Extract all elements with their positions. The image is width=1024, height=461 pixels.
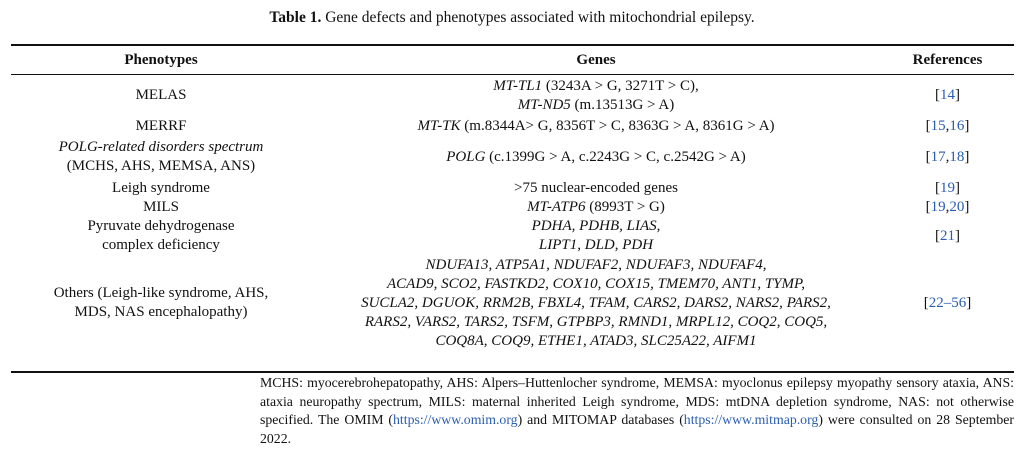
gene-name: NDUFA13, ATP5A1, NDUFAF2, NDUFAF3, NDUFAF4,	[425, 256, 767, 273]
phenotype-cell	[11, 217, 311, 255]
header-references: References	[912, 51, 983, 68]
reference-link[interactable]: 21	[940, 227, 955, 244]
header-phenotypes: Phenotypes	[124, 51, 198, 68]
gene-variant: (c.1399G > A, c.2243G > C, c.2542G > A)	[485, 148, 746, 165]
references-cell: [19,20]	[925, 199, 970, 215]
gene-variant: (3243A > G, 3271T > C),	[542, 77, 699, 94]
phenotype-cell	[11, 117, 311, 136]
phenotype-line: MELAS	[135, 87, 187, 103]
gene-line	[311, 217, 881, 236]
gene-name: PDHA, PDHB, LIAS,	[531, 218, 661, 234]
table-row	[11, 255, 1014, 351]
references-cell: [22–56]	[923, 294, 972, 311]
footnote-text-2: ) and MITOMAP databases (	[517, 412, 684, 427]
reference-link[interactable]: 14	[940, 87, 955, 103]
gene-variant: (8993T > G)	[585, 199, 665, 215]
reference-link[interactable]: 19	[930, 199, 946, 215]
phenotype-line: MILS	[143, 199, 179, 215]
table-title: Gene defects and phenotypes associated with mitochondrial epilepsy.	[325, 9, 755, 26]
genes-cell	[311, 74, 881, 117]
phenotype-line: MERRF	[135, 118, 187, 134]
table-footnote	[260, 374, 1014, 448]
reference-link[interactable]: 15	[930, 118, 946, 134]
gene-name: ACAD9, SCO2, FASTKD2, COX10, COX15, TMEM70, ANT1, TYMP,	[387, 275, 805, 292]
phenotype-line: complex deficiency	[102, 237, 220, 253]
gene-line	[311, 275, 881, 294]
footnote-text-3: ) were consulted on 28 September 2022.	[260, 412, 1014, 446]
table-row	[11, 217, 1014, 255]
mitomap-link[interactable]: https://www.mitmap.org	[683, 412, 819, 427]
gene-line	[311, 294, 881, 313]
table-label: Table 1.	[269, 9, 322, 26]
phenotype-line: Others (Leigh-like syndrome, AHS,	[53, 285, 269, 301]
phenotype-cell	[11, 74, 311, 117]
gene-line	[311, 313, 881, 332]
references-cell: [17,18]	[925, 148, 970, 165]
references-cell: [15,16]	[925, 118, 970, 134]
reference-link[interactable]: 18	[949, 148, 965, 165]
phenotype-cell	[11, 198, 311, 217]
header-row	[11, 46, 1014, 74]
genes-cell	[311, 217, 881, 255]
reference-link[interactable]: 16	[949, 118, 965, 134]
gene-line	[311, 236, 881, 255]
table-row	[11, 198, 1014, 217]
table-row	[11, 117, 1014, 136]
genes-cell	[311, 198, 881, 217]
gene-variant: (m.13513G > A)	[570, 96, 675, 113]
omim-link[interactable]: https://www.omim.org	[393, 412, 518, 427]
bottom-rule	[11, 371, 1014, 373]
gene-name: LIPT1, DLD, PDH	[538, 237, 654, 253]
phenotype-line: Pyruvate dehydrogenase	[87, 218, 235, 234]
references-cell: [19]	[935, 179, 960, 196]
phenotype-cell	[11, 136, 311, 178]
table-body	[11, 74, 1014, 351]
header-genes: Genes	[576, 51, 616, 68]
gene-line	[311, 256, 881, 275]
gene-line	[311, 198, 881, 217]
genes-cell	[311, 136, 881, 178]
genes-cell	[311, 117, 881, 136]
phenotype-line: MDS, NAS encephalopathy)	[74, 304, 248, 320]
table-row	[11, 74, 1014, 117]
reference-link[interactable]: 19	[940, 179, 955, 196]
table-row	[11, 178, 1014, 198]
gene-line	[311, 148, 881, 167]
phenotype-line: POLG-related disorders spectrum	[58, 139, 264, 155]
phenotype-line: Leigh syndrome	[112, 179, 210, 196]
gene-name: MT-TK	[417, 118, 461, 134]
gene-line	[311, 77, 881, 96]
genes-cell	[311, 178, 881, 198]
phenotype-cell	[11, 255, 311, 351]
gene-name: COQ8A, COQ9, ETHE1, ATAD3, SLC25A22, AIFM1	[435, 332, 757, 349]
reference-link[interactable]: 20	[949, 199, 965, 215]
gene-line	[311, 179, 881, 198]
gene-name: MT-ATP6	[527, 199, 586, 215]
reference-link[interactable]: 22–56	[928, 294, 967, 311]
reference-link[interactable]: 17	[930, 148, 946, 165]
gene-name: RARS2, VARS2, TARS2, TSFM, GTPBP3, RMND1, MRPL12, COQ2, COQ5,	[364, 313, 828, 330]
gene-name: SUCLA2, DGUOK, RRM2B, FBXL4, TFAM, CARS2, DARS2, NARS2, PARS2,	[361, 294, 831, 311]
gene-line	[311, 96, 881, 115]
genes-cell	[311, 255, 881, 351]
phenotype-cell	[11, 178, 311, 198]
gene-variant: (m.8344A> G, 8356T > C, 8363G > A, 8361G > A)	[460, 118, 775, 134]
references-cell: [14]	[935, 87, 960, 103]
gene-line	[311, 117, 881, 136]
phenotype-line: (MCHS, AHS, MEMSA, ANS)	[66, 158, 256, 174]
table-caption	[0, 9, 1024, 27]
gene-line	[311, 332, 881, 351]
gene-name: MT-TL1	[493, 77, 543, 94]
gene-variant: >75 nuclear-encoded genes	[514, 179, 678, 196]
references-cell: [21]	[935, 227, 960, 244]
footnote-text-1: MCHS: myocerebrohepatopathy, AHS: Alpers–Huttenlocher syndrome, MEMSA: myoclonus epilepsy myopathy sensory ataxia, ANS: ataxia neuropathy spectrum, MILS: maternal inherited Leigh syndrome, MDS: mtDNA depletion syndrome, NAS: not otherwise specified. The OMIM (	[260, 375, 1014, 427]
gene-name: MT-ND5	[517, 96, 571, 113]
gene-phenotype-table	[11, 46, 1014, 351]
table-row	[11, 136, 1014, 178]
gene-name: POLG	[446, 148, 486, 165]
